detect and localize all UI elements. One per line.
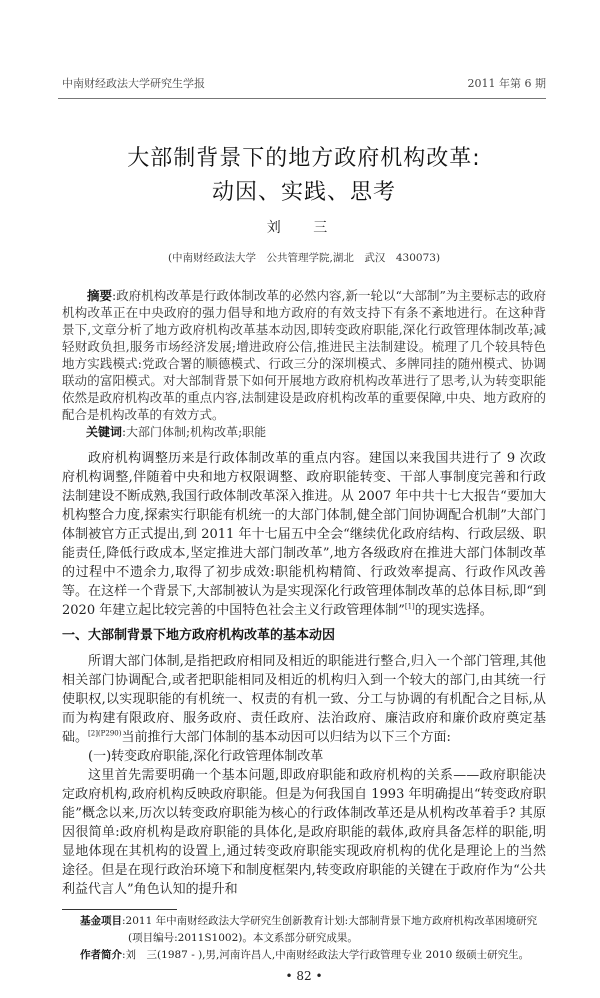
abstract-label: 摘要 <box>87 288 113 303</box>
keywords <box>62 424 546 440</box>
abstract <box>62 287 546 423</box>
title-line-2: 动因、实践、思考 <box>211 180 396 205</box>
paragraph-text: 所谓大部门体制,是指把政府相同及相近的职能进行整合,归入一个部门管理,其他相关部门协调配合,或者把职能相同及相近的机构归入到一个较大的部门,由其统一行使职权,以实现职能的有机统一、权责的有机一致、分工与协调的有机配合之目标,从而为构建有限政府、服务政府、责任政府、法治政府、廉洁政府和廉价政府奠定基础。 <box>62 654 546 745</box>
issue-number: 2011 年第 6 期 <box>467 77 546 90</box>
keywords-text: :大部门体制;机构改革;职能 <box>122 425 267 439</box>
footnote-rule <box>62 909 177 910</box>
citation: [1] <box>404 602 415 611</box>
affiliation: (中南财经政法大学 公共管理学院,湖北 武汉 430073) <box>167 252 441 264</box>
running-header <box>62 77 546 91</box>
section-heading: 一、大部制背景下地方政府机构改革的基本动因 <box>62 628 336 643</box>
author-bio <box>80 947 546 964</box>
intro-text-end: 的现实选择。 <box>414 603 493 618</box>
journal-name: 中南财经政法大学研究生学报 <box>62 77 205 90</box>
section-body <box>62 652 546 899</box>
bio-label: 作者简介 <box>80 949 122 961</box>
title-line-1: 大部制背景下的地方政府机构改革: <box>127 146 481 171</box>
fund-text: :2011 年中南财经政法大学研究生创新教育计划:大部制背景下地方政府机构改革困境研究(项目编号:2011S1002)。本文系部分研究成果。 <box>122 915 538 944</box>
intro-paragraph <box>62 449 546 620</box>
abstract-text: :政府机构改革是行政体制改革的必然内容,新一轮以“大部制”为主要标志的政府机构改革正在中央政府的强力倡导和地方政府的有效支持下有条不紊地进行。在这种背景下,文章分析了地方政府机构改革基本动因,即转变政府职能,深化行政管理体制改革;减轻财政负担,服务市场经济发展;增进政府公信,推进民主法制建设。梳理了几个较具特色地方实践模式:党政合署的顺德模式、行政三分的深圳模式、多牌同挂的随州模式、协调联动的富阳模式。对大部制背景下如何开展地方政府机构改革进行了思考,认为转变职能依然是政府机构改革的重点内容,法制建设是政府机构改革的重要保障,中央、地方政府的配合是机构改革的有效方式。 <box>62 288 546 422</box>
paragraph-text: 这里首先需要明确一个基本问题,即政府职能和政府机构的关系——政府职能决定政府机构,政府机构反映政府职能。但是为何我国自 1993 年明确提出“转变政府职能”概念以来,历次以转变政府职能为核心的行政体制改革还是从机构改革着手? 其原因很简单:政府机构是政府职能的具体化,是政府职能的载体,政府具备怎样的职能,明显地体现在其机构的设置上,通过转变政府职能实现政府机构的优化是理论上的当然途径。但是在现行政治环境下和制度框架内,转变政府职能的关键在于政府作为“公共利益代言人”角色认知的提升和 <box>62 768 546 897</box>
keywords-label: 关键词 <box>86 425 123 439</box>
fund-note <box>80 913 546 947</box>
fund-label: 基金项目 <box>80 915 122 927</box>
page-number: • 82 • <box>285 969 323 983</box>
intro-text: 政府机构调整历来是行政体制改革的重点内容。建国以来我国共进行了 9 次政府机构调整,伴随着中央和地方权限调整、政府职能转变、干部人事制度完善和行政法制建设不断成熟,我国行政体制改革深入推进。从 2007 年中共十七大报告“要加大机构整合力度,探索实行职能有机统一的大部门体制,健全部门间协调配合机制”大部门体制被官方正式提出,到 2011 年十七届五中全会“继续优化政府结构、行政层级、职能责任,降低行政成本,坚定推进大部门制改革”,地方各级政府在推进大部门体制改革的过程中不遗余力,取得了初步成效:职能机构精简、行政效率提高、行政作风改善等。在这样一个背景下,大部制被认为是实现深化行政管理体制改革的总体目标,即“到 2020 年建立起比较完善的中国特色社会主义行政管理体制” <box>62 451 546 618</box>
subsection-heading: (一)转变政府职能,深化行政管理体制改革 <box>88 749 324 764</box>
bio-text: :刘 三(1987 - ),男,河南许昌人,中南财经政法大学行政管理专业 2010 级硕士研究生。 <box>122 949 530 961</box>
paragraph-text-end: 当前推行大部门体制的基本动因可以归结为以下三个方面: <box>121 730 451 745</box>
header-rule <box>58 98 546 99</box>
citation: [2](P290) <box>88 729 122 738</box>
author: 刘 三 <box>266 220 342 236</box>
